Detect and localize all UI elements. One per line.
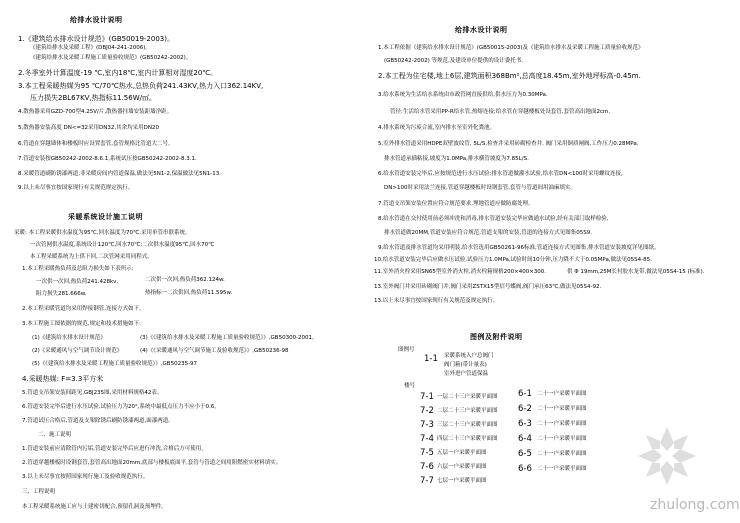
legend-right-desc: 二十一户采暖平面图 (537, 466, 587, 472)
left-sub-14: (4)《《采暖通风与空气调节施工及验收规范》》,GB50236-98 (140, 348, 289, 354)
legend-right-code: 6-6 (518, 464, 532, 474)
legend-right-desc: 二十一户采暖平面图 (537, 406, 587, 412)
right-heading: 给排水设计说明 (455, 26, 508, 34)
right-item-8b: 排水管道做20MM,管道安装应符合规范,管道支架的安装,管道的连接方式见图集05S9. (384, 230, 592, 236)
left-sub-13: (2)《采暖通风与空气调节设计规范》 (32, 348, 123, 354)
right-item-1: 1.本工程依据《建筑给水排水设计规范》(GB50015-2003)及《建筑给水排水及采暖工程施工质量验收规范》 (378, 45, 644, 51)
left-item-3: 3.本工程采暖热媒为95 ℃/70℃热水,总热负荷241.43KV,热力入口362.14KV, (18, 82, 264, 90)
left-item-5: 5.散热器安装高度 DN<=32采用DN32,其余均采用DN20 (18, 125, 160, 131)
left-sub-12: (3)《《建筑给水排水及采暖工程施工质量验收规范》》,GB50300-2001, (140, 335, 314, 341)
legend-right-desc: 二十一户采暖平面图 (537, 421, 587, 427)
legend-row-label: 楼号 (404, 383, 416, 389)
legend-left-code: 7-4 (420, 434, 434, 444)
left-item-4: 4.散热器采用GZD-700型4.25V/片,散热器挂墙安装距墙净距。 (18, 109, 173, 115)
right-item-6b: DN>100时采用法兰连接,管道穿越楼板时设钢套管,套管与管道间用油麻填实。 (384, 185, 576, 191)
legend-left-code: 7-6 (420, 462, 434, 472)
right-item-10: 10.给水管道安装完毕后应做水压试验,试验压力1.0MPa,试验时间10分钟,压力降不大于0.05MPa,做法见05S4-85. (374, 257, 652, 263)
left-heading: 给排水设计说明 (70, 16, 123, 24)
left-sub-2: 一次管网供水温度,系统设计120℃,回水70℃;二次供水温度95℃,回水70℃ (30, 242, 215, 248)
left-sub-18: 6.管道安装完毕后进行水压试验,试验压力为20°,系统中最低点压力不应小于0.6。 (22, 404, 220, 410)
left-subheading: 采暖系统设计施工说明 (68, 213, 143, 221)
left-sub-11: (1)《建筑给水排水设计规范》 (32, 335, 106, 341)
right-item-1b: (GB50242-2002) 等规范,及建设单位提供的设计委托书. (384, 58, 524, 64)
left-sub-3: 本工程采暖系统为上供下回,二次管网采用同程式。 (30, 254, 153, 260)
right-item-3: 3.给水系统为生活给水系统由市政管网直接供给,供水压力为0.30MPa. (378, 92, 548, 98)
left-sub-20: 二、施工说明 (38, 432, 72, 438)
left-sub-22: 2.管道穿越楼板时设钢套管,套管高出地面20mm,底部与楼板底面平,套管与管道之间用阻燃密实材料填实。 (22, 460, 282, 466)
left-sub-23: 3.以上未尽事宜按照国家现行施工及验收规范执行。 (22, 474, 149, 480)
left-sub-25: 本工程采暖系统施工应与土建密切配合,预留孔洞及预埋件。 (22, 504, 167, 510)
legend-heading: 图例及附件说明 (470, 333, 523, 341)
legend-left-desc: 五层一户采暖平面图 (437, 450, 487, 456)
right-item-4: 4.排水系统为污废合流,室内排水至室外化粪池。 (378, 125, 495, 131)
legend-left-code: 7-7 (420, 476, 434, 486)
legend-left-desc: 七层一户采暖平面图 (437, 478, 487, 484)
left-item-1c: 《建筑给排水及采暖工程施工质量验收规范》(GB50242-2002)。 (30, 55, 192, 61)
right-item-11: 11.室外消火栓采用SN65型室外消火栓,消火栓箱规格200×400×300. (374, 269, 547, 275)
legend-left-code: 7-3 (420, 420, 434, 430)
legend-left-code: 7-1 (420, 392, 434, 402)
left-sub-19: 7.管道试压合格后,管道及支架除锈后刷防锈漆两道,面漆两道。 (22, 418, 174, 424)
legend-1-1-line1: 采暖系统入户总阀门 (444, 353, 494, 359)
legend-right-code: 6-3 (518, 419, 532, 429)
left-sub-4: 1.本工程采暖热负荷及总阻力损失如下表所示: (22, 266, 134, 272)
legend-left-desc: 四层二十三户采暖平面图 (437, 436, 498, 442)
left-item-9: 9.以上未尽事宜按国家现行有关规范规定执行。 (18, 185, 134, 191)
legend-left-desc: 六层一户采暖平面图 (437, 464, 487, 470)
right-item-9: 9.给水管道及排水管道均采用明装,给水管选用GB50261-96标准,管道连接方式见图集,排水管道安装坡度详见图纸。 (378, 245, 660, 251)
legend-left-desc: 一层二十三户采暖平面图 (437, 394, 498, 400)
legend-left-desc: 三层二十三户采暖平面图 (437, 422, 498, 428)
right-item-5: 5.室外排水管道采用HDPE双壁波纹管, 5L/S,检查井采用砖砌检查井. 阀门采用铜质闸阀,工作压力0.28MPa. (378, 141, 639, 147)
left-sub-7: 阻力损失281.666w. (36, 291, 87, 297)
right-item-5b: 排水管道承插粘接,坡度为1.0MPa,排水横管坡度为7.85L/S. (384, 156, 529, 162)
right-item-3b: 管径:生活给水管采用PP-R给水管,热熔连接;给水管在穿越楼板处设套管,套管高出地面2cm. (390, 109, 611, 115)
zhulong-logo-icon (636, 425, 698, 487)
legend-right-code: 6-2 (518, 404, 532, 414)
left-item-1: 1.《建筑给水排水设计规范》(GB50019-2003)。 (18, 35, 174, 43)
legend-right-desc: 二十一户采暖平面图 (537, 391, 587, 397)
right-item-2: 2.本工程为住宅楼,地上6层,建筑面积368Bm²,总高度18.45m,室外地坪标高-0.45m. (378, 72, 641, 80)
left-sub-21: 1.管道安装前应清除管内污垢,管道安装完毕后应进行冲洗,合格后方可使用。 (22, 446, 207, 452)
legend-1-1-line2: 阀门箱(带计量表) (444, 362, 487, 368)
right-item-7: 7.管道支吊架安装位置应符合规范要求,埋地管道应做防腐处理。 (378, 201, 534, 207)
right-item-12: 13.室外阀门井采用砖砌阀门井,阀门采用ZSTX15型信号蝶阀,阀门承压63℃,做法见05S4-92. (374, 284, 602, 290)
legend-label: 图例号 (398, 347, 415, 353)
left-sub-5: 一次供一次回,热负荷241.428kv, (36, 279, 119, 285)
left-item-3b: 压力损失2BL67KV,热指标11.56W/㎡。 (30, 94, 156, 102)
left-item-8: 8.采暖管道刷防锈漆两道,非采暖房间内管道保温,做法见5N1-2,保温做法见5N1-13. (18, 171, 221, 177)
legend-right-desc: 二十一户采暖平面图 (537, 451, 587, 457)
legend-left-code: 7-2 (420, 406, 434, 416)
right-item-11-tail: 供 Φ 19mm,25M长衬胶水龙带,做法见05S4-15 (标准). (567, 269, 705, 275)
left-sub-16: 4.采暖热媒: F=3.3平方米 (22, 375, 104, 383)
legend-left-desc: 二层二十三户采暖平面图 (437, 408, 498, 414)
right-item-8: 8.给水管道在交付使用前必须冲洗和消毒,排水管道安装完毕应做通水试验,经有关部门取样检验, (378, 216, 609, 222)
right-item-6: 6.给水管道安装完毕后,应按规范进行水压试验;排水管道做灌水试验,给水管DN<100时采用螺纹连接, (378, 171, 623, 177)
watermark-text: zhulong.com (650, 497, 740, 513)
left-sub-1: 采暖: 本工程采暖供水温度为95℃,回水温度为70℃,采用单管串联系统。 (14, 230, 191, 236)
left-sub-8: 热指标一二次供回,热负荷11.595w. (145, 290, 233, 296)
legend-right-code: 6-4 (518, 434, 532, 444)
left-sub-17: 5.管道支吊架安装间距见,GBJ235图,采用材料规格42表。 (22, 390, 163, 396)
right-item-13: 13.以上未尽事宜按国家现行有关规范及规定执行。 (374, 298, 499, 304)
legend-right-code: 6-5 (518, 449, 532, 459)
left-item-7: 7.管道安装按GB50242-2002-8.6.1,系统试压按GB50242-2002-8.3.1. (18, 156, 197, 162)
left-sub-10: 3.本工程施工图依据的规范,规定和技术措施如下: (22, 321, 141, 327)
left-item-6: 6.管道在穿越墙体和楼板时应设置套管,套管规格比管道大二号。 (18, 141, 174, 147)
legend-left-code: 7-5 (420, 448, 434, 458)
left-sub-24: 三、工程说明 (22, 489, 56, 495)
legend-1-1-code: 1-1 (424, 354, 438, 364)
left-sub-9: 2.本工程采暖管道均采用焊接钢管,连接方式如下。 (22, 306, 145, 312)
legend-right-code: 6-1 (518, 389, 532, 399)
left-item-1b: 《建筑给排水及采暖工程》(DBJ04-241-2006)。 (30, 45, 151, 51)
legend-right-desc: 二十一户采暖平面图 (537, 436, 587, 442)
left-item-2: 2.冬季室外计算温度-19 ℃,室内18℃,室内计算相对湿度20℃。 (18, 69, 218, 77)
legend-1-1-line3: 室外进户管道保温 (444, 371, 489, 377)
left-sub-15: (5)《《建筑给水排水及采暖工程施工质量验收规范》》,GB50235-97 (32, 361, 198, 367)
left-sub-6: 二次供一次回,热负荷362.124w. (145, 277, 225, 283)
